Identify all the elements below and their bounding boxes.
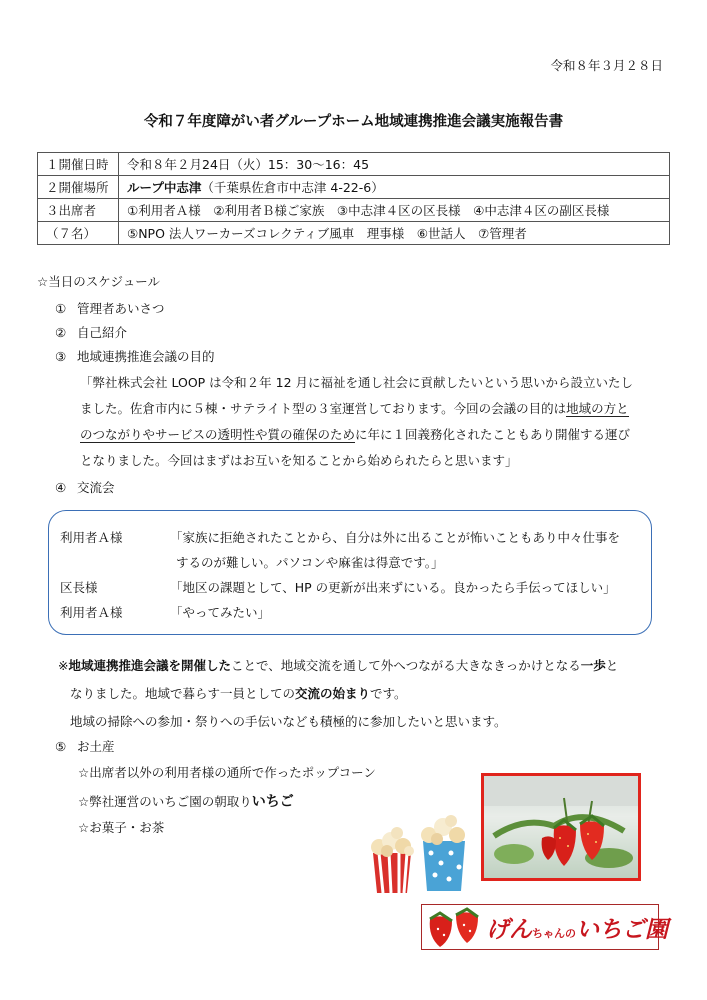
speaker-label: 利用者Ａ様: [60, 605, 123, 620]
table-row: [38, 199, 670, 222]
item-text: 交流会: [77, 480, 115, 495]
purpose-underlined: のつながりやサービスの透明性や質の確保のため: [80, 427, 356, 442]
venue-address: （千葉県佐倉市中志津 4-22-6）: [201, 180, 384, 195]
table-row: [38, 153, 670, 176]
purpose-line: 「弊社株式会社 LOOP は令和２年 12 月に福祉を通し社会に貢献したいという思いから設立いたし: [80, 375, 634, 390]
strawberry-logo-icon: [424, 905, 484, 949]
row-value: ①利用者Ａ様 ②利用者Ｂ様ご家族 ③中志津４区の区長様 ④中志津４区の副区長様: [119, 199, 670, 222]
schedule-heading: ☆当日のスケジュール: [37, 274, 160, 289]
row-value: 令和８年２月24日（火）15：30〜16：45: [119, 153, 670, 176]
schedule-item: [55, 347, 215, 365]
purpose-text: ました。佐倉市内に５棟・サテライト型の３室運営しております。今回の会議の目的は: [80, 401, 567, 416]
item-text: 管理者あいさつ: [77, 301, 165, 316]
row-label: １開催日時: [38, 153, 119, 176]
note-text: と: [605, 658, 619, 673]
note-line: [58, 680, 618, 708]
logo-small: ちゃんの: [532, 927, 576, 940]
note-line: 地域の掃除への参加・祭りへの手伝いなども積極的に参加したいと思います。: [70, 714, 507, 729]
summary-note: [58, 652, 618, 736]
note-mark: ※: [58, 658, 69, 673]
item-text: お土産: [77, 739, 115, 754]
schedule-item: [55, 478, 115, 496]
purpose-text: に年に１回義務化されたこともあり開催する運び: [355, 427, 631, 442]
souvenir-text: ☆弊社運営のいちご園の朝取り: [78, 794, 252, 809]
purpose-paragraph: [80, 370, 633, 474]
schedule-item: [55, 323, 127, 341]
speaker-quote: 「地区の課題として、HP の更新が出来ずにいる。良かったら手伝ってほしい」: [170, 580, 616, 595]
row-label: （７名）: [38, 222, 119, 245]
item-number: ②: [55, 325, 67, 340]
speaker-label: 利用者Ａ様: [60, 530, 123, 545]
row-value: ⑤NPO 法人ワーカーズコレクティブ風車 理事様 ⑥世話人 ⑦管理者: [119, 222, 670, 245]
note-text: ことで、地域交流を通して外へつながる大きなきっかけとなる: [231, 658, 581, 673]
purpose-line: となりました。今回はまずはお互いを知ることから始められたらと思います」: [80, 453, 518, 468]
logo-part: げん: [486, 916, 532, 943]
report-date: 令和８年３月２８日: [550, 58, 663, 73]
note-text: です。: [370, 686, 407, 701]
schedule-item: [55, 737, 115, 755]
document-title: 令和７年度障がい者グループホーム地域連携推進会議実施報告書: [143, 114, 564, 130]
speaker-label: 区長様: [60, 580, 98, 595]
note-bold: 地域連携推進会議を開催した: [68, 658, 231, 673]
row-label: ２開催場所: [38, 176, 119, 199]
schedule-item: [55, 299, 165, 317]
ichigo-garden-logo: [421, 904, 668, 950]
speaker-quote: 「家族に拒絶されたことから、自分は外に出ることが怖いこともあり中々仕事を: [170, 530, 621, 545]
note-bold: 交流の始まり: [295, 686, 371, 701]
venue-name: ループ中志津: [127, 180, 202, 195]
souvenir-item: ☆お菓子・お茶: [78, 820, 165, 835]
meeting-info-table: [37, 152, 670, 245]
note-line: [58, 652, 618, 680]
purpose-line: [80, 396, 633, 422]
souvenir-bold: いちご: [251, 794, 294, 810]
souvenir-item: ☆出席者以外の利用者様の通所で作ったポップコーン: [78, 765, 376, 780]
speaker-quote: 「やってみたい」: [170, 605, 271, 620]
item-number: ③: [55, 349, 67, 364]
item-text: 自己紹介: [77, 325, 128, 340]
item-text: 地域連携推進会議の目的: [77, 349, 215, 364]
strawberry-photo: [481, 773, 641, 881]
table-row: [38, 176, 670, 199]
purpose-line: [80, 422, 633, 448]
logo-part: いちご園: [576, 916, 668, 943]
table-row: [38, 222, 670, 245]
speaker-quote-continued: するのが難しい。パソコンや麻雀は得意です。」: [176, 555, 444, 570]
item-number: ④: [55, 480, 67, 495]
note-bold: 一歩: [580, 658, 606, 673]
item-number: ①: [55, 301, 67, 316]
row-value: [119, 176, 670, 199]
souvenir-item: [78, 791, 294, 811]
popcorn-image: [365, 813, 477, 895]
row-label: ３出席者: [38, 199, 119, 222]
item-number: ⑤: [55, 739, 67, 754]
logo-text: [486, 911, 668, 944]
strawberry-icon: [484, 776, 638, 878]
note-text: なりました。地域で暮らす一員としての: [70, 686, 296, 701]
purpose-underlined: 地域の方と: [566, 401, 629, 416]
